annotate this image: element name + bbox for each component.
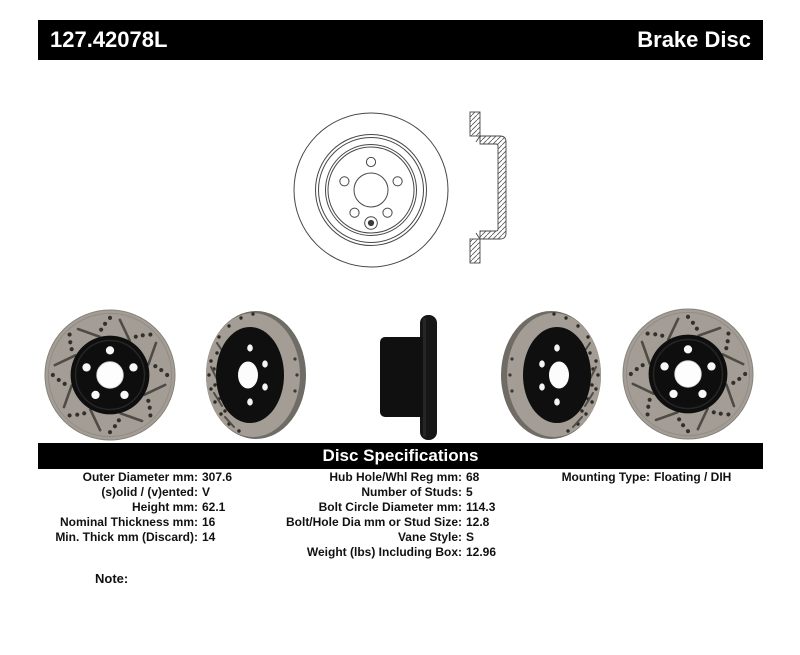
spec-banner-title: Disc Specifications bbox=[38, 443, 763, 469]
spec-row-number-of-studs bbox=[270, 485, 550, 500]
spec-column-left bbox=[38, 470, 256, 545]
spec-row-vane-style bbox=[270, 530, 550, 545]
spec-label: Number of Studs: bbox=[361, 485, 462, 499]
note-label: Note: bbox=[95, 571, 129, 586]
spec-label: Weight (lbs) Including Box: bbox=[306, 545, 462, 559]
spec-value: 5 bbox=[466, 485, 473, 499]
spec-value: Floating / DIH bbox=[654, 470, 732, 484]
spec-label: Height mm: bbox=[132, 500, 198, 514]
spec-row-outer-diameter bbox=[38, 470, 256, 485]
spec-label: Hub Hole/Whl Reg mm: bbox=[329, 470, 462, 484]
brake-disc-cross-section-drawing bbox=[462, 110, 512, 265]
spec-value: V bbox=[202, 485, 211, 499]
rotor-three-quarter-left-photo bbox=[203, 309, 309, 441]
rotor-front-view-photo bbox=[43, 308, 177, 442]
spec-row-solid-vented bbox=[38, 485, 256, 500]
spec-value: 14 bbox=[202, 530, 216, 544]
spec-column-right bbox=[552, 470, 767, 485]
spec-row-hub-hole bbox=[270, 470, 550, 485]
spec-label: Outer Diameter mm: bbox=[82, 470, 198, 484]
spec-row-mounting-type bbox=[552, 470, 767, 485]
spec-value: 114.3 bbox=[466, 500, 496, 514]
spec-value: 68 bbox=[466, 470, 480, 484]
brake-disc-front-drawing bbox=[289, 108, 453, 272]
spec-label: (s)olid / (v)ented: bbox=[101, 485, 198, 499]
spec-value: 307.6 bbox=[202, 470, 233, 484]
spec-label: Nominal Thickness mm: bbox=[59, 515, 198, 529]
spec-label: Bolt Circle Diameter mm: bbox=[318, 500, 462, 514]
header-bar bbox=[38, 20, 763, 60]
spec-row-bolt-hole-dia bbox=[270, 515, 550, 530]
spec-label: Vane Style: bbox=[397, 530, 462, 544]
spec-value: 62.1 bbox=[202, 500, 226, 514]
spec-column-middle bbox=[270, 470, 550, 560]
spec-row-height bbox=[38, 500, 256, 515]
spec-value: 12.96 bbox=[466, 545, 497, 559]
spec-row-min-thickness bbox=[38, 530, 256, 545]
rotor-three-quarter-right-photo bbox=[498, 309, 604, 441]
spec-label: Min. Thick mm (Discard): bbox=[55, 530, 198, 544]
spec-row-nominal-thickness bbox=[38, 515, 256, 530]
spec-row-bolt-circle-diameter bbox=[270, 500, 550, 515]
spec-row-weight bbox=[270, 545, 550, 560]
part-number: 127.42078L bbox=[50, 27, 168, 52]
spec-value: S bbox=[466, 530, 475, 544]
spec-label: Bolt/Hole Dia mm or Stud Size: bbox=[285, 515, 462, 529]
spec-label: Mounting Type: bbox=[561, 470, 650, 484]
spec-value: 16 bbox=[202, 515, 216, 529]
rotor-edge-profile-photo bbox=[378, 312, 446, 442]
rotor-front-view-reverse-photo bbox=[621, 307, 755, 441]
product-title: Brake Disc bbox=[637, 27, 751, 52]
spec-value: 12.8 bbox=[466, 515, 490, 529]
